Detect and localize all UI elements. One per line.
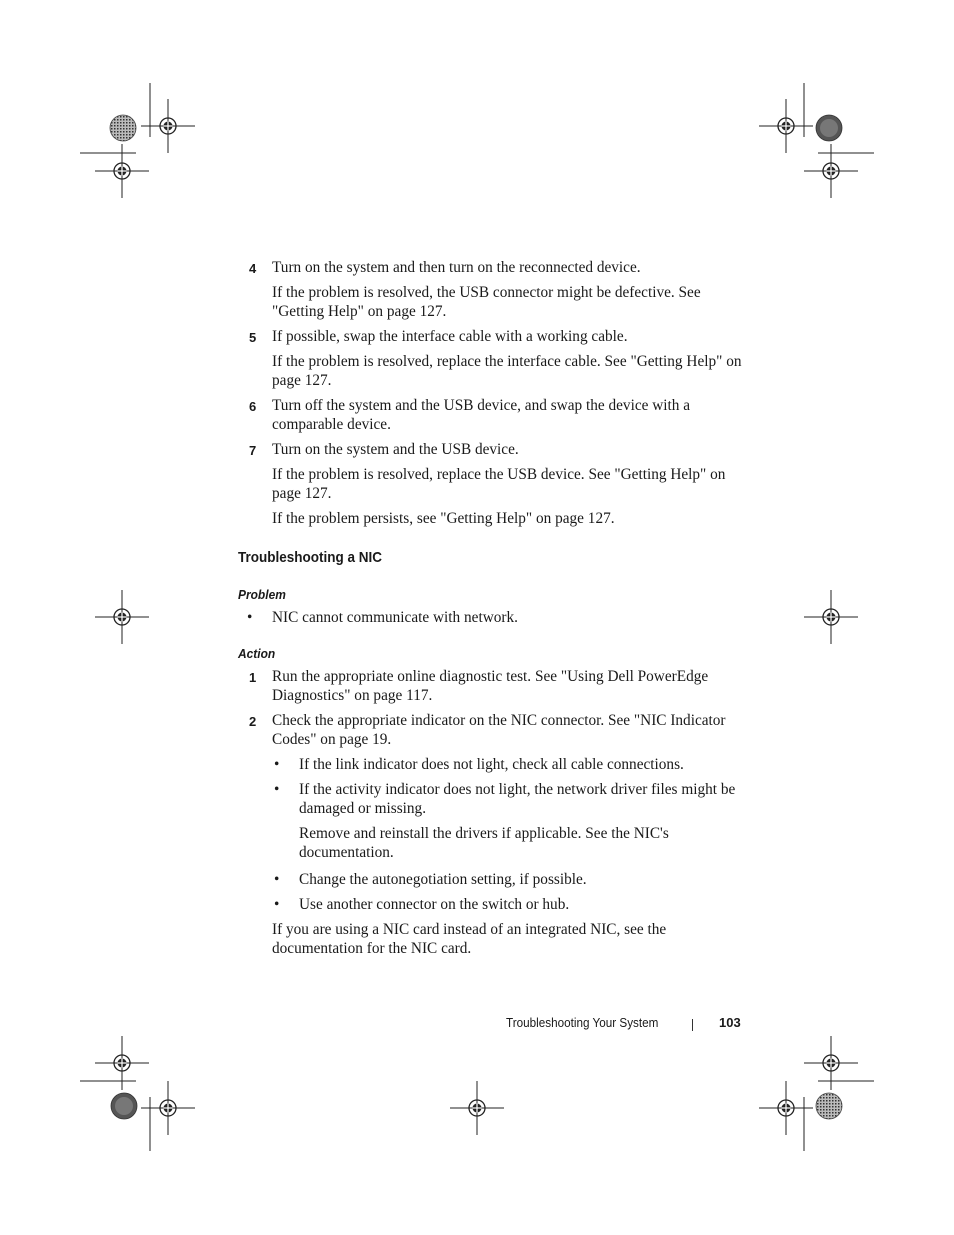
crosshair-mark xyxy=(804,590,858,644)
bullet-text: Change the autonegotiation setting, if possible. xyxy=(299,871,587,888)
sub-bullet xyxy=(238,755,748,774)
footer-divider xyxy=(692,1019,693,1031)
crosshair-mark xyxy=(450,1081,504,1135)
step-text: If possible, swap the interface cable with a working cable. xyxy=(272,328,628,345)
step-number: 5 xyxy=(249,330,257,345)
step-number: 6 xyxy=(249,399,257,414)
color-target-mark xyxy=(816,115,842,141)
closing-paragraph: If you are using a NIC card instead of an integrated NIC, see the documentation for the NIC card. xyxy=(272,921,667,957)
page-number: 103 xyxy=(719,1015,741,1030)
crosshair-mark xyxy=(759,99,813,153)
sub-bullet xyxy=(238,870,748,889)
bullet-icon: • xyxy=(274,896,280,913)
color-target-mark xyxy=(110,115,136,141)
bullet-icon: • xyxy=(274,756,280,773)
crosshair-mark xyxy=(804,144,858,198)
step-6 xyxy=(238,396,748,434)
crosshair-mark xyxy=(95,590,149,644)
step-4 xyxy=(238,258,748,277)
action-label: Action xyxy=(238,646,276,661)
crosshair-mark xyxy=(95,1036,149,1090)
problem-label: Problem xyxy=(238,587,286,602)
section-heading: Troubleshooting a NIC xyxy=(238,549,382,566)
step-number: 1 xyxy=(249,670,257,685)
color-target-mark xyxy=(816,1093,842,1119)
page-body xyxy=(238,258,748,964)
crosshair-mark xyxy=(95,144,149,198)
sub-bullet-note: Remove and reinstall the drivers if applicable. See the NIC's documentation. xyxy=(299,825,669,861)
step-number: 4 xyxy=(249,261,257,276)
bullet-text: If the activity indicator does not light, the network driver files might be damaged or missing. xyxy=(299,781,736,817)
problem-item xyxy=(238,608,748,627)
step-text: Check the appropriate indicator on the NIC connector. See "NIC Indicator Codes" on page 19. xyxy=(272,712,726,748)
page-footer xyxy=(506,1015,741,1030)
step-number: 2 xyxy=(249,714,257,729)
step-note: If the problem persists, see "Getting Help" on page 127. xyxy=(272,510,615,527)
bullet-icon: • xyxy=(274,781,280,798)
step-text: Turn off the system and the USB device, and swap the device with a comparable device. xyxy=(272,397,691,433)
sub-bullet xyxy=(238,780,748,818)
step-7 xyxy=(238,440,748,459)
step-note: If the problem is resolved, the USB connector might be defective. See "Getting Help" on page 127. xyxy=(272,284,701,320)
color-target-mark xyxy=(111,1093,137,1119)
step-note: If the problem is resolved, replace the interface cable. See "Getting Help" on page 127. xyxy=(272,353,742,389)
action-step-2 xyxy=(238,711,748,749)
crosshair-mark xyxy=(141,1081,195,1135)
step-text: Turn on the system and the USB device. xyxy=(272,441,519,458)
crosshair-mark xyxy=(759,1081,813,1135)
bullet-icon: • xyxy=(274,871,280,888)
step-note: If the problem is resolved, replace the USB device. See "Getting Help" on page 127. xyxy=(272,466,726,502)
bullet-text: NIC cannot communicate with network. xyxy=(272,609,518,626)
bullet-text: Use another connector on the switch or hub. xyxy=(299,896,570,913)
step-text: Turn on the system and then turn on the reconnected device. xyxy=(272,259,641,276)
bullet-text: If the link indicator does not light, check all cable connections. xyxy=(299,756,684,773)
step-5 xyxy=(238,327,748,346)
crosshair-mark xyxy=(141,99,195,153)
sub-bullet xyxy=(238,895,748,914)
crosshair-mark xyxy=(804,1036,858,1090)
footer-section-title: Troubleshooting Your System xyxy=(506,1015,659,1030)
bullet-icon: • xyxy=(247,609,253,626)
step-number: 7 xyxy=(249,443,257,458)
step-text: Run the appropriate online diagnostic test. See "Using Dell PowerEdge Diagnostics" on page 117. xyxy=(272,668,709,704)
action-step-1 xyxy=(238,667,748,705)
